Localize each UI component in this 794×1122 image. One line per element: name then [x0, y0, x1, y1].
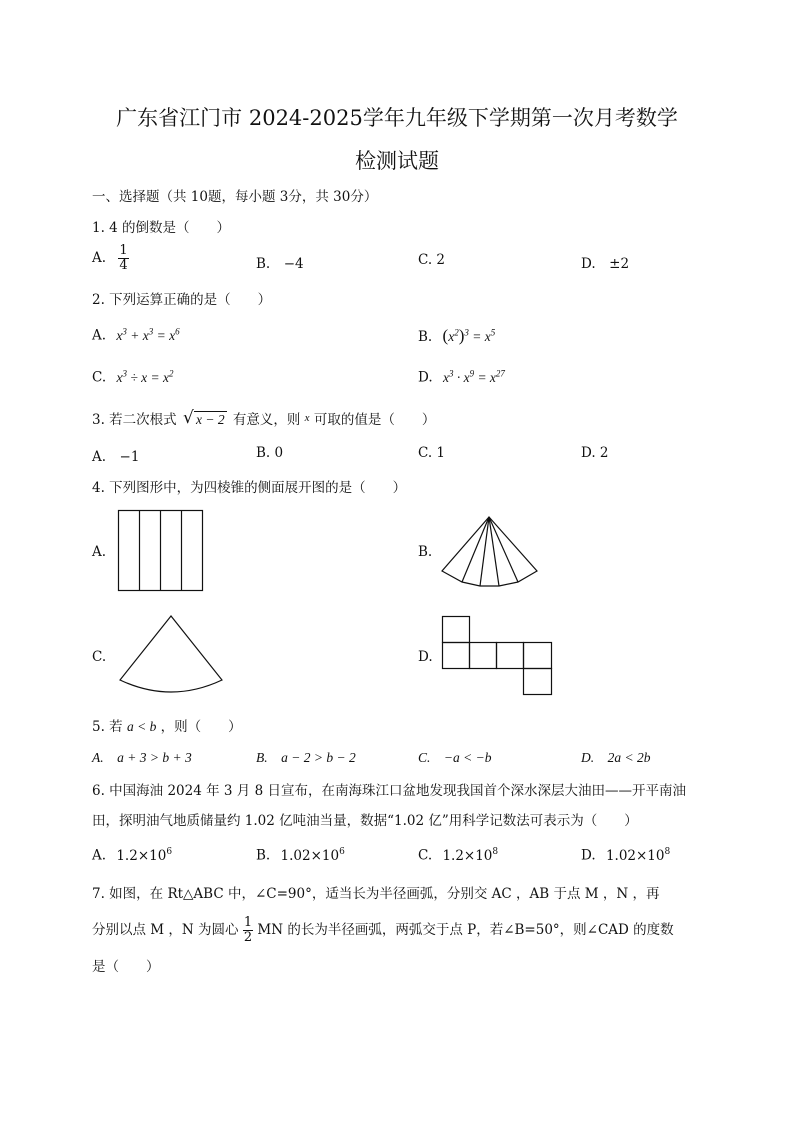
page-subtitle: 检测试题: [355, 149, 439, 173]
q6-b-label: B.: [256, 847, 271, 864]
q6-option-a: [92, 847, 172, 864]
q5-option-b: B. a − 2 > b − 2: [256, 750, 356, 765]
q3-option-b: B. 0: [256, 445, 284, 461]
q6-b-exponent: 6: [339, 847, 345, 857]
q1-a-denominator: 4: [119, 258, 128, 273]
q7-half-fraction: [243, 916, 253, 945]
q5-condition: a < b: [126, 719, 157, 734]
q5-stem-pre: 5. 若: [92, 719, 123, 735]
q3-variable: x: [304, 412, 310, 424]
q1-a-numerator: 1: [119, 243, 128, 258]
q2-d-expression: $x^3 \cdot x^9 = x^{27}$: [442, 368, 505, 385]
q2-option-d: [418, 368, 505, 386]
q4-figure-d-square-net: [442, 616, 554, 696]
q2-option-c: [92, 368, 173, 386]
q3-stem-pre: 3. 若二次根式: [92, 412, 177, 428]
q2-b-label: B.: [418, 329, 433, 345]
q6-d-label: D.: [581, 847, 596, 864]
q3-radicand: x − 2: [195, 412, 225, 427]
q7-stem-line1: 7. 如图，在 Rt△ABC 中，∠C=90°，适当长为半径画弧，分别交 AC ，AB 于点 M ，N ，再: [92, 886, 660, 902]
q3-option-d: D. 2: [581, 445, 609, 461]
q4-option-b-label: B.: [418, 544, 433, 560]
q6-c-value: 1.2×10: [442, 847, 493, 864]
q5-stem-post: ，则（ ）: [160, 719, 242, 735]
q4-stem: 4. 下列图形中，为四棱锥的侧面展开图的是（ ）: [92, 480, 407, 496]
q3-stem-post: 可取的值是（ ）: [313, 412, 436, 428]
q2-option-a: [92, 326, 180, 344]
q4-figure-a-four-rectangles: [118, 510, 204, 592]
q6-option-b: [256, 847, 345, 864]
q3-radical: [182, 408, 227, 428]
q1-option-b: B. −4: [256, 256, 304, 272]
q2-d-label: D.: [418, 369, 433, 386]
q5-stem: [92, 715, 242, 735]
q3-stem-mid: 有意义，则: [232, 412, 301, 428]
q3-option-c: C. 1: [418, 445, 446, 461]
q3-option-a: A. −1: [92, 449, 140, 465]
page-title: 广东省江门市 2024-2025学年九年级下学期第一次月考数学: [116, 106, 678, 130]
q7-stem-line3: 是（ ）: [92, 959, 160, 975]
q2-stem: 2. 下列运算正确的是（ ）: [92, 292, 272, 308]
q6-b-value: 1.02×10: [280, 847, 340, 864]
q2-a-label: A.: [92, 327, 107, 344]
q2-a-expression: $x^3 + x^3 = x^6$: [116, 326, 180, 343]
q1-option-d: D. ±2: [581, 256, 630, 272]
q6-d-value: 1.02×10: [605, 847, 665, 864]
q4-option-d-label: D.: [418, 649, 433, 665]
q6-c-label: C.: [418, 847, 433, 864]
q6-d-exponent: 8: [664, 847, 671, 857]
q5-option-c: C. −a < −b: [418, 750, 492, 765]
q6-option-d: [581, 847, 670, 864]
q1-a-label: A.: [92, 250, 107, 266]
q2-c-label: C.: [92, 369, 107, 386]
q6-a-label: A.: [92, 847, 107, 864]
q5-option-d: D. 2a < 2b: [581, 750, 651, 765]
q2-option-b: [418, 326, 495, 346]
q1-a-fraction: [118, 244, 128, 273]
q6-a-value: 1.2×10: [116, 847, 167, 864]
q6-a-exponent: 6: [166, 847, 173, 857]
q6-c-exponent: 8: [492, 847, 499, 857]
q2-c-expression: $x^3 \div x = x^2$: [116, 368, 174, 385]
q6-option-c: [418, 847, 498, 864]
q2-b-expression: $(x^2)^3 = x^5$: [442, 326, 496, 345]
q7-line2-post: MN 的长为半径画弧，两弧交于点 P，若∠B=50°，则∠CAD 的度数: [257, 922, 674, 938]
section-heading: 一、选择题（共 10题，每小题 3分，共 30分）: [92, 189, 378, 205]
q6-stem-line1: 6. 中国海油 2024 年 3 月 8 日宣布，在南海珠江口盆地发现我国首个深水深层大油田——开平南油: [92, 783, 686, 799]
q7-stem-line2: [92, 916, 674, 945]
sqrt-icon: √: [182, 408, 194, 428]
q4-figure-c-sector: [118, 614, 226, 696]
q4-option-a-label: A.: [92, 544, 107, 560]
q7-frac-numerator: 1: [243, 915, 253, 930]
q7-line2-pre: 分别以点 M ，N 为圆心: [92, 922, 239, 938]
q1-option-c: C. 2: [418, 252, 446, 268]
q1-stem: 1. 4 的倒数是（ ）: [92, 220, 231, 236]
q3-stem: [92, 408, 435, 428]
q4-figure-b-triangle-fan: [440, 515, 540, 587]
q7-frac-denominator: 2: [243, 930, 253, 945]
q1-option-a: [92, 244, 129, 273]
q5-option-a: A. a + 3 > b + 3: [92, 750, 192, 765]
q6-stem-line2: 田，探明油气地质储量约 1.02 亿吨油当量，数据“1.02 亿”用科学记数法可表示为（ ）: [92, 813, 638, 829]
q4-option-c-label: C.: [92, 649, 107, 665]
